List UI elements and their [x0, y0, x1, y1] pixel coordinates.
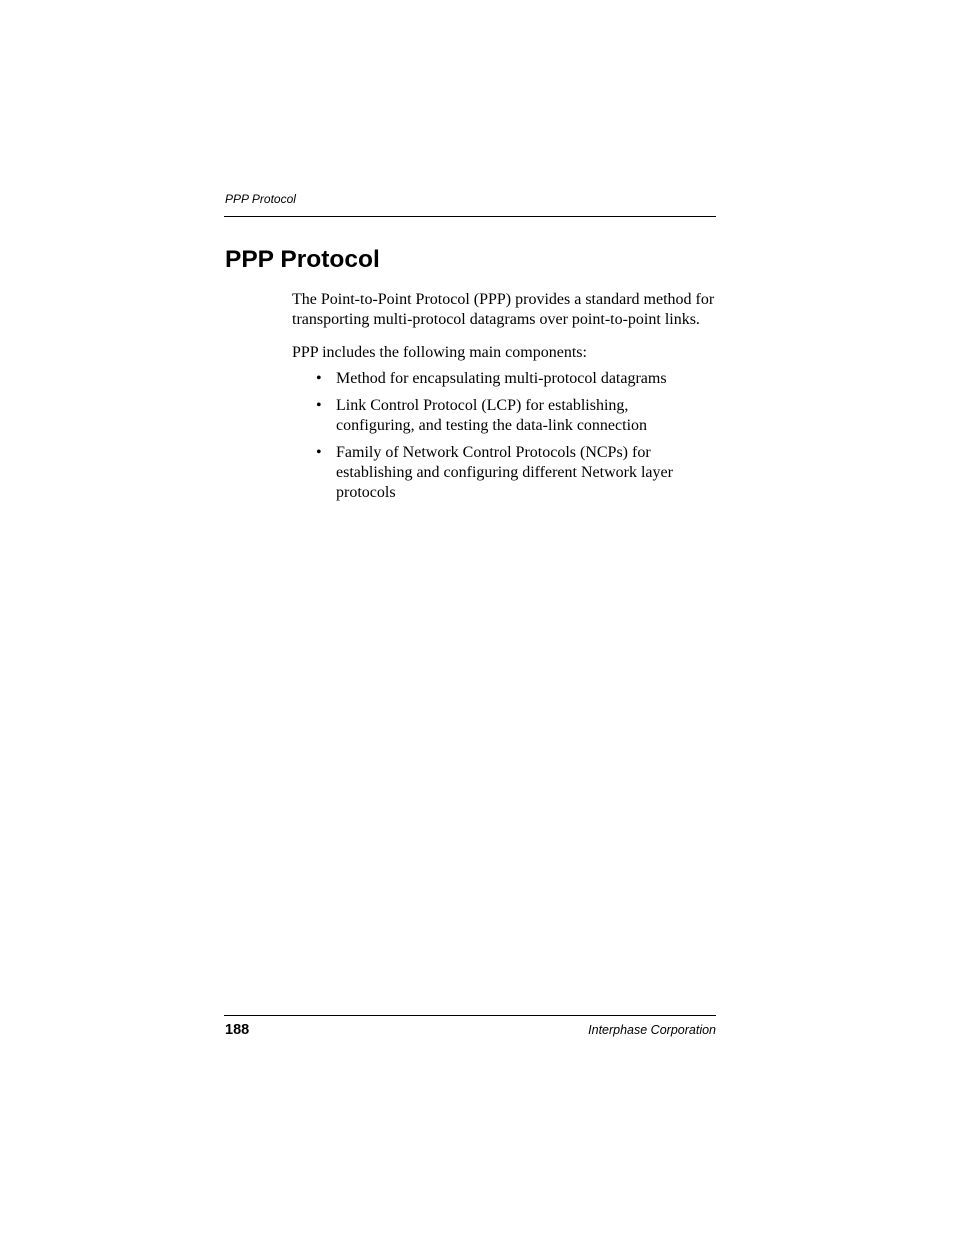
- section-body: [292, 290, 722, 510]
- list-item: [292, 443, 706, 503]
- footer-company: Interphase Corporation: [588, 1023, 716, 1037]
- page-number: 188: [225, 1022, 250, 1038]
- bullet-icon: •: [316, 444, 322, 461]
- components-list: [292, 369, 722, 503]
- intro-paragraph: The Point-to-Point Protocol (PPP) provides a standard method for transporting multi-protocol datagrams over point-to-point links.: [292, 291, 715, 328]
- bullet-icon: •: [316, 397, 322, 414]
- page-title: PPP Protocol: [225, 246, 380, 273]
- list-item: [292, 396, 706, 436]
- list-item: [292, 369, 706, 389]
- footer-rule: [224, 1015, 716, 1016]
- running-header: PPP Protocol: [225, 192, 296, 206]
- components-lead-in: PPP includes the following main components:: [292, 344, 587, 361]
- list-item-text: Family of Network Control Protocols (NCPs) for establishing and configuring different Network layer protocols: [336, 444, 673, 501]
- list-item-text: Method for encapsulating multi-protocol datagrams: [336, 370, 667, 387]
- list-item-text: Link Control Protocol (LCP) for establishing, configuring, and testing the data-link connection: [336, 397, 648, 434]
- bullet-icon: •: [316, 370, 322, 387]
- header-rule: [224, 216, 716, 217]
